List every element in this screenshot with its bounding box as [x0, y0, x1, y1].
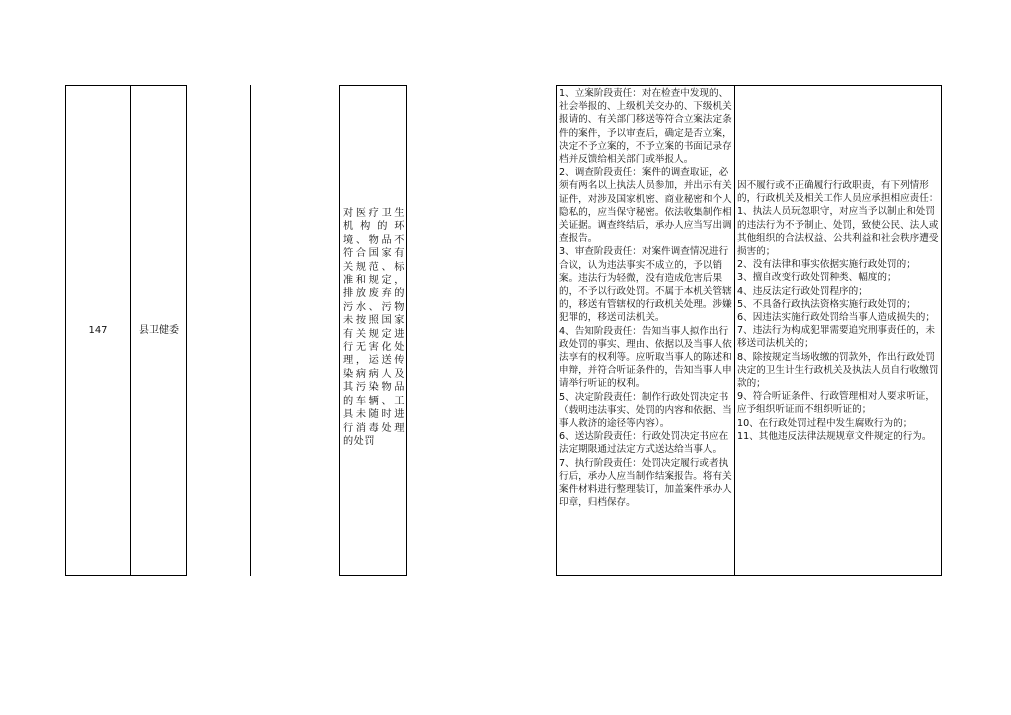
row-top-border-left: [65, 85, 187, 86]
duties-bottom-border: [556, 575, 942, 576]
col-border-6: [406, 85, 407, 576]
col-border-4: [250, 85, 251, 576]
col-border-9: [941, 85, 942, 576]
department-name: 县卫健委: [139, 325, 179, 336]
penalty-item: 对医疗卫生机构的环境、物品不符合国家有关规范、标准和规定，排放废弃的污水、污物未按照国家有关规定进行无害化处理，运送传染病病人及其污染物品的车辆、工具未随时进行消毒处理的处罚: [343, 208, 405, 447]
row-bottom-border-left: [65, 575, 187, 576]
col-border-7: [556, 85, 557, 576]
responsibility-duties: 1、立案阶段责任：对在检查中发现的、社会举报的、上级机关交办的、下级机关报请的、有关部门移送等符合立案法定条件的案件，予以审查后，确定是否立案，决定不予立案的，不予立案的书面记录存档并反馈给相关部门或举报人。 2、调查阶段责任：案件的调查取证，必须有两名以上执法人员参加，并出示有关证件，对涉及国家机密、商业秘密和个人隐私的，应当保守秘密。依法收集制作相关证据。调查终结后，承办人应当写出调查报告。 3、审查阶段责任：对案件调查情况进行合议，认为违法事实不成立的，予以销案。违法行为轻微，没有造成危害后果的，不予以行政处罚。不属于本机关管辖的，移送有管辖权的行政机关处理。涉嫌犯罪的，移送司法机关。 4、告知阶段责任：告知当事人拟作出行政处罚的事实、理由、依据以及当事人依法享有的权利等。应听取当事人的陈述和申辩，并符合听证条件的，告知当事人申请举行听证的权利。 5、决定阶段责任：制作行政处罚决定书（载明违法事实、处罚的内容和依据、当事人救济的途径等内容）。 6、送达阶段责任：行政处罚决定书应在法定期限通过法定方式送达给当事人。 7、执行阶段责任：处罚决定履行或者执行后，承办人应当制作结案报告。将有关案件材料进行整理装订，加盖案件承办人印章，归档保存。: [559, 88, 732, 509]
col-border-8: [734, 85, 735, 576]
row-number: 147: [88, 325, 108, 336]
accountability-clauses: 因不履行或不正确履行行政职责，有下列情形的，行政机关及相关工作人员应承担相应责任： 1、执法人员玩忽职守，对应当予以制止和处罚的违法行为不予制止、处罚，致使公民、法人或其他组织的合法权益、公共利益和社会秩序遭受损害的； 2、没有法律和事实依据实施行政处罚的； 3、擅自改变行政处罚种类、幅度的； 4、违反法定行政处罚程序的； 5、不具备行政执法资格实施行政处罚的； 6、因违法实施行政处罚给当事人造成损失的； 7、违法行为构成犯罪需要追究刑事责任的，未移送司法机关的； 8、除按规定当场收缴的罚款外，作出行政处罚决定的卫生计生行政机关及执法人员自行收缴罚款的； 9、符合听证条件、行政管理相对人要求听证，应予组织听证而不组织听证的； 10、在行政处罚过程中发生腐败行为的； 11、其他违反法律法规规章文件规定的行为。: [737, 180, 939, 442]
item-top-border: [339, 85, 407, 86]
col-border-5: [339, 85, 340, 576]
item-bottom-border: [339, 575, 407, 576]
duties-top-border: [556, 85, 942, 86]
